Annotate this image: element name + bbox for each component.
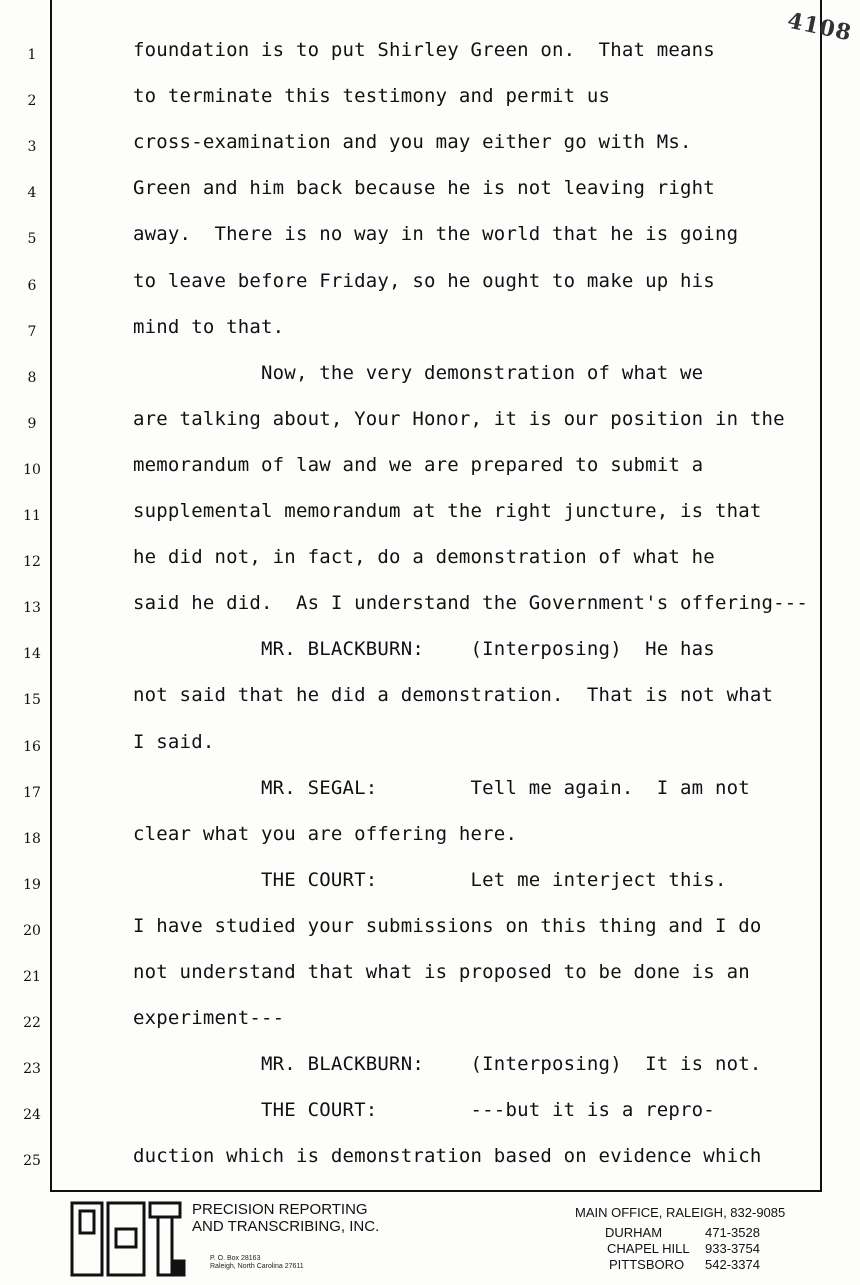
line-text: foundation is to put Shirley Green on. That means — [133, 39, 715, 61]
line-number: 4 — [27, 185, 37, 202]
line-text: to terminate this testimony and permit us — [133, 85, 611, 108]
transcript-line — [0, 1003, 860, 1043]
line-number: 10 — [23, 461, 41, 478]
main-office: MAIN OFFICE, RALEIGH, 832-9085 — [575, 1205, 786, 1220]
line-text: mind to that. — [133, 315, 285, 338]
line-text: MR. BLACKBURN: (Interposing) He has — [133, 638, 715, 661]
line-text: Now, the very demonstration of what we — [133, 361, 704, 384]
line-text: MR. BLACKBURN: (Interposing) It is not. — [133, 1053, 762, 1076]
line-number: 11 — [23, 508, 41, 524]
transcript-line — [0, 865, 860, 905]
transcript-line — [0, 312, 860, 352]
line-text: said he did. As I understand the Government's offering--- — [133, 592, 809, 615]
company-name-line2: AND TRANSCRIBING, INC. — [192, 1218, 380, 1235]
transcript-line — [0, 634, 860, 674]
transcript-line — [0, 773, 860, 813]
line-text: THE COURT: ---but it is a repro- — [133, 1099, 715, 1122]
line-text: not understand that what is proposed to be done is an — [133, 961, 750, 983]
office-chapel-hill-city: CHAPEL HILL — [607, 1241, 690, 1256]
address-line1: P. O. Box 28163 — [210, 1255, 261, 1262]
line-number: 21 — [23, 969, 41, 985]
line-text: I have studied your submissions on this thing and I do — [133, 914, 762, 937]
line-number: 6 — [27, 277, 37, 294]
line-number: 24 — [23, 1107, 41, 1124]
transcript-line — [0, 35, 860, 75]
line-text: clear what you are offering here. — [133, 822, 518, 845]
line-text: he did not, in fact, do a demonstration of what he — [133, 546, 715, 569]
line-text: not said that he did a demonstration. That is not what — [133, 684, 774, 707]
company-name-line1: PRECISION REPORTING — [192, 1201, 368, 1218]
office-pittsboro-city: PITTSBORO — [609, 1257, 685, 1272]
line-number: 13 — [23, 600, 41, 617]
line-text: to leave before Friday, so he ought to make up his — [133, 269, 715, 292]
page-footer — [0, 1195, 860, 1285]
page-number: 4108 — [784, 7, 854, 47]
line-text: Green and him back because he is not leaving right — [133, 177, 715, 200]
line-number: 15 — [23, 692, 41, 709]
line-number: 18 — [23, 830, 41, 847]
transcript-line — [0, 542, 860, 582]
transcript-line — [0, 957, 860, 997]
line-text: MR. SEGAL: Tell me again. I am not — [133, 776, 750, 799]
line-text: supplemental memorandum at the right juncture, is that — [133, 500, 762, 522]
line-text: I said. — [133, 730, 215, 753]
office-durham-city: DURHAM — [605, 1225, 663, 1240]
line-number: 19 — [23, 876, 41, 893]
transcript-line — [0, 81, 860, 121]
transcript-line — [0, 496, 860, 536]
line-text: cross-examination and you may either go with Ms. — [133, 131, 692, 154]
company-logo — [68, 1199, 186, 1279]
transcript-line — [0, 819, 860, 859]
line-number: 8 — [27, 369, 37, 386]
line-number: 3 — [27, 139, 37, 156]
office-durham-phone: 471-3528 — [705, 1225, 760, 1240]
line-text: duction which is demonstration based on evidence which — [133, 1145, 762, 1168]
line-number: 22 — [23, 1015, 41, 1032]
bottom-rule — [50, 1190, 822, 1192]
company-address — [210, 1255, 304, 1271]
line-text: experiment--- — [133, 1007, 285, 1030]
office-chapel-hill-phone: 933-3754 — [705, 1241, 760, 1256]
transcript-line — [0, 680, 860, 720]
transcript-line — [0, 1141, 860, 1181]
line-number: 17 — [23, 784, 41, 801]
transcript-line — [0, 358, 860, 398]
line-number: 7 — [27, 323, 37, 340]
line-text: away. There is no way in the world that he is going — [133, 223, 739, 246]
line-number: 20 — [23, 922, 41, 939]
line-text: are talking about, Your Honor, it is our position in the — [133, 407, 785, 430]
line-number: 5 — [27, 231, 37, 248]
line-number: 16 — [23, 738, 41, 755]
line-text: THE COURT: Let me interject this. — [133, 868, 727, 891]
transcript-line — [0, 1049, 860, 1089]
line-number: 1 — [27, 47, 37, 63]
company-name — [192, 1201, 379, 1235]
line-number: 12 — [23, 554, 41, 571]
transcript-line — [0, 127, 860, 167]
office-pittsboro-phone: 542-3374 — [705, 1257, 760, 1272]
transcript-line — [0, 727, 860, 767]
line-number: 9 — [27, 415, 37, 432]
line-number: 25 — [23, 1153, 41, 1170]
transcript-line — [0, 450, 860, 490]
transcript-line — [0, 219, 860, 259]
address-line2: Raleigh, North Carolina 27611 — [210, 1263, 304, 1270]
transcript-line — [0, 588, 860, 628]
transcript-line — [0, 173, 860, 213]
line-number: 23 — [23, 1061, 41, 1078]
line-number: 2 — [27, 93, 37, 110]
line-number: 14 — [23, 646, 41, 663]
line-text: memorandum of law and we are prepared to submit a — [133, 453, 704, 476]
transcript-line — [0, 911, 860, 951]
transcript-line — [0, 266, 860, 306]
transcript-line — [0, 404, 860, 444]
transcript-line — [0, 1095, 860, 1135]
